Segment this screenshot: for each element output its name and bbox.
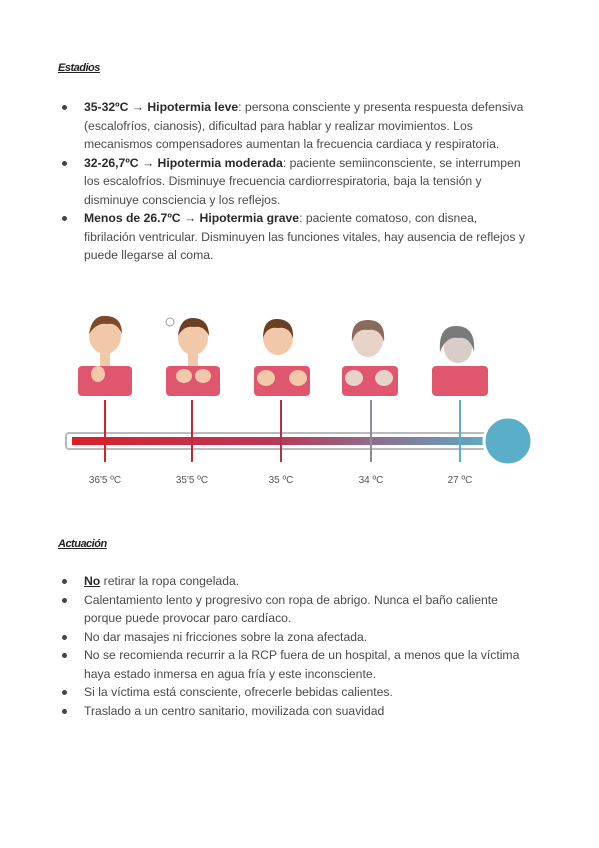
stage-lead: 35-32ºC → Hipotermia leve [84,100,239,114]
stage-item-mild [60,98,530,154]
stage-lead: 32-26,7ºC → Hipotermia moderada [84,155,283,170]
stage-text: : paciente comatoso, con disnea, fibrilación ventricular. Disminuyen las funciones vitales, hay ausencia de reflejos y puede llegarse al coma. [84,211,525,262]
no-word: No [84,574,101,588]
action-item: Si la víctima está consciente, ofrecerle bebidas calientes. [60,683,530,702]
stages-heading: Estadios [58,62,100,74]
hypothermia-stages-illustration [62,308,536,498]
person-icon-1 [78,316,132,396]
stages-list [60,98,530,265]
temp-label-4: 34 ºC [358,475,384,486]
temp-label-2: 35'5 ºC [175,475,209,486]
action-text: retirar la ropa congelada. [100,574,240,588]
action-item: Traslado a un centro sanitario, movilizada con suavidad [60,702,530,721]
actions-list [60,572,530,720]
actions-heading: Actuación [58,538,107,550]
stage-lead: Menos de 26.7ºC → Hipotermia grave [84,211,300,225]
action-item: No se recomienda recurrir a la RCP fuera de un hospital, a menos que la víctima haya estado inmersa en agua fría y este inconsciente. [60,646,530,683]
stage-item-severe [60,209,530,265]
person-icon-3 [254,319,310,396]
action-item: No dar masajes ni fricciones sobre la zona afectada. [60,628,530,647]
temp-label-1: 36'5 ºC [88,475,122,486]
stage-text: : persona consciente y presenta respuesta defensiva (escalofríos, cianosis), dificultad para hablar y realizar movimientos. Los mecanismos compensadores aumentan la frecuencia cardiaca y respiratoria. [84,100,524,151]
action-item [60,572,530,591]
stage-item-moderate [60,154,530,210]
action-item: Calentamiento lento y progresivo con ropa de abrigo. Nunca el baño caliente porque puede provocar paro cardíaco. [60,591,530,628]
stage-text: : paciente semiinconsciente, se interrumpen los escalofríos. Disminuye frecuencia cardiorrespiratoria, baja la tensión y disminuye consciencia y los reflejos. [84,155,521,207]
temp-label-3: 35 ºC [268,475,294,486]
temperature-bar [66,417,532,465]
person-icon-5 [432,326,488,396]
person-icon-2 [166,318,220,396]
person-icon-4 [342,320,398,396]
temp-label-5: 27 ºC [447,475,473,486]
